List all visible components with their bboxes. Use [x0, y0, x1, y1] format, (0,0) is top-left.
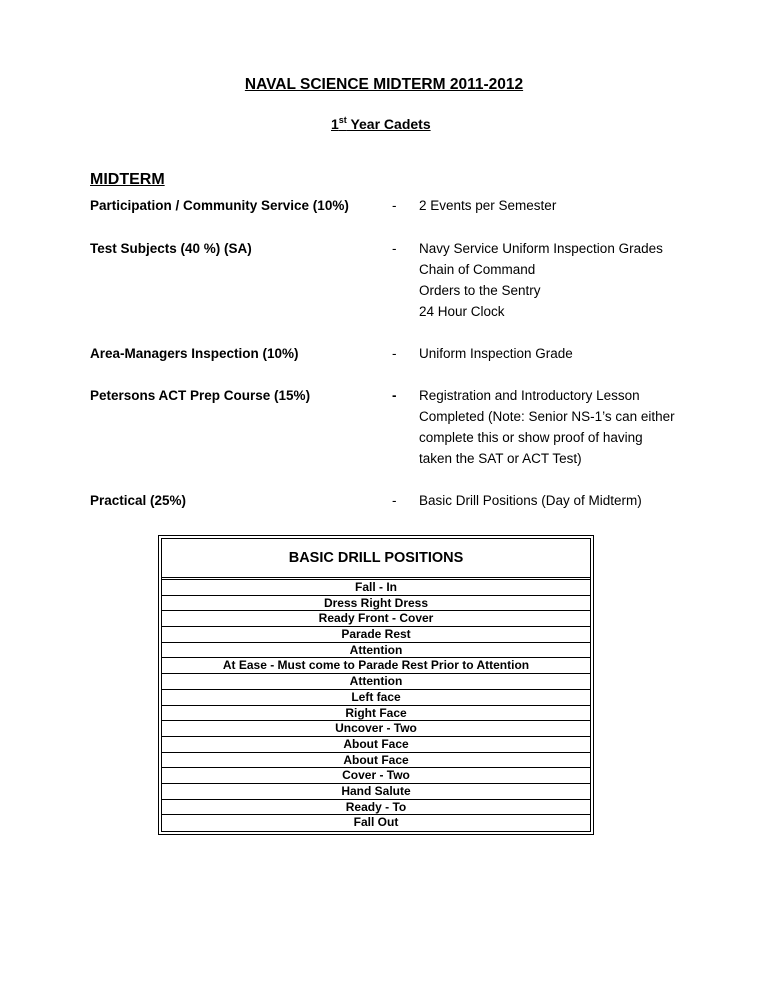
criterion-dash: - — [392, 346, 397, 361]
subtitle-ordinal: 1 — [331, 116, 339, 132]
document-subtitle — [331, 116, 431, 132]
drill-item: Ready Front - Cover — [162, 611, 590, 627]
criterion-detail-line: 2 Events per Semester — [419, 198, 557, 213]
criterion-details — [419, 195, 689, 216]
criterion-detail-line: Completed (Note: Senior NS-1’s can either — [419, 409, 675, 424]
drill-item: Fall - In — [162, 580, 590, 596]
criterion-label: Area-Managers Inspection (10%) — [90, 346, 299, 361]
drill-item: About Face — [162, 753, 590, 769]
drill-item: Dress Right Dress — [162, 596, 590, 612]
document-title: NAVAL SCIENCE MIDTERM 2011-2012 — [244, 76, 524, 93]
drill-item: Right Face — [162, 706, 590, 722]
criterion-dash: - — [392, 241, 397, 256]
drill-item: Parade Rest — [162, 627, 590, 643]
criterion-label: Practical (25%) — [90, 493, 187, 508]
criterion-label: Petersons ACT Prep Course (15%) — [90, 388, 311, 403]
criterion-detail-line: Navy Service Uniform Inspection Grades — [419, 241, 663, 256]
criterion-detail-line: 24 Hour Clock — [419, 304, 505, 319]
drill-item: About Face — [162, 737, 590, 753]
criterion-detail-line: Registration and Introductory Lesson — [419, 388, 640, 403]
subtitle-text: Year Cadets — [346, 116, 431, 132]
drill-item: Attention — [162, 643, 590, 659]
drill-item: Left face — [162, 690, 590, 706]
criterion-detail-line: Basic Drill Positions (Day of Midterm) — [419, 493, 642, 508]
criterion-detail-line: taken the SAT or ACT Test) — [419, 451, 582, 466]
drill-item: Ready - To — [162, 800, 590, 816]
drill-item: Cover - Two — [162, 768, 590, 784]
subtitle-ordinal-suffix: st — [338, 115, 347, 125]
criterion-detail-line: complete this or show proof of having — [419, 430, 643, 445]
criterion-details — [419, 238, 689, 322]
drill-table-inner — [161, 538, 591, 832]
criterion-label: Test Subjects (40 %) (SA) — [90, 241, 252, 256]
drill-table-header: BASIC DRILL POSITIONS — [162, 539, 590, 580]
criterion-label: Participation / Community Service (10%) — [90, 198, 349, 213]
criterion-detail-line: Uniform Inspection Grade — [419, 346, 573, 361]
drill-item: Attention — [162, 674, 590, 690]
drill-item: Hand Salute — [162, 784, 590, 800]
drill-positions-table — [158, 535, 594, 835]
section-heading-midterm: MIDTERM — [90, 171, 165, 188]
criterion-detail-line: Chain of Command — [419, 262, 536, 277]
criterion-detail-line: Orders to the Sentry — [419, 283, 541, 298]
drill-item: Uncover - Two — [162, 721, 590, 737]
criterion-dash: - — [392, 493, 397, 508]
criterion-details — [419, 343, 689, 364]
criterion-dash: - — [392, 388, 397, 403]
criterion-dash: - — [392, 198, 397, 213]
criterion-details — [419, 385, 689, 469]
criterion-details — [419, 490, 689, 511]
drill-item: Fall Out — [353, 815, 399, 830]
drill-item: At Ease - Must come to Parade Rest Prior to Attention — [162, 658, 590, 674]
